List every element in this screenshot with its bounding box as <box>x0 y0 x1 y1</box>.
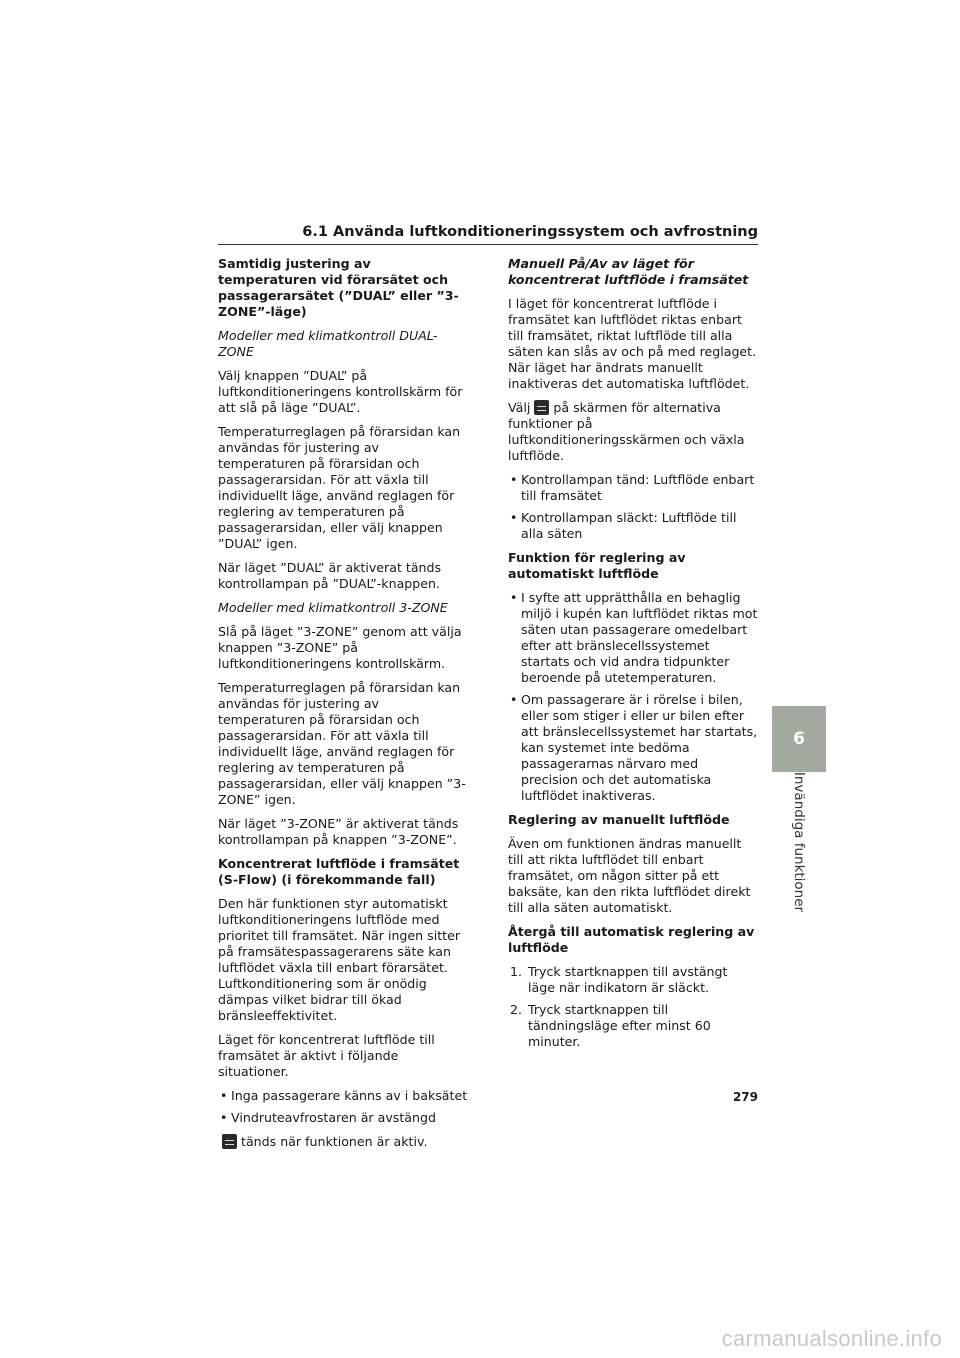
heading-auto-airflow: Funktion för reglering av automatiskt luftflöde <box>508 550 686 581</box>
bullet-list <box>508 472 758 542</box>
step-text: Tryck startknappen till avstängt läge när indikatorn är släckt. <box>528 964 728 995</box>
text: på skärmen för alternativa funktioner på luftkonditioneringsskärmen och växla luftflöde. <box>508 400 745 463</box>
paragraph-with-icon <box>508 400 758 464</box>
subheading-3-zone: Modeller med klimatkontroll 3-ZONE <box>218 600 448 615</box>
step-text: Tryck startknappen till tändningsläge efter minst 60 minuter. <box>528 1002 711 1049</box>
watermark: carmanualsonline.info <box>721 1326 942 1351</box>
right-column <box>508 256 758 1058</box>
list-item <box>508 964 758 996</box>
page-number: 279 <box>732 1090 758 1104</box>
s-flow-icon <box>222 1134 237 1149</box>
list-item: • Vindruteavfrostaren är avstängd <box>218 1110 470 1126</box>
paragraph: Temperaturreglagen på förarsidan kan användas för justering av temperaturen på förarsidan och passagerarsidan. För att växla till individuellt läge, använd reglagen för reglering av temperaturen på passagerarsidan, eller välj knappen ”3-ZONE” igen. <box>218 680 466 807</box>
list-item: • Inga passagerare känns av i baksätet <box>218 1088 470 1104</box>
paragraph: Välj knappen ”DUAL” på luftkonditioneringens kontrollskärm för att slå på läge ”DUAL”. <box>218 368 463 415</box>
step-number: 2. <box>510 1002 523 1017</box>
heading-manual-on-off: Manuell På/Av av läget för koncentrerat luftflöde i framsätet <box>508 256 749 287</box>
heading-dual-3zone: Samtidig justering av temperaturen vid förarsätet och passagerarsätet (”DUAL” eller ”3-ZONE”-läge) <box>218 256 459 319</box>
paragraph: När läget ”3-ZONE” är aktiverat tänds kontrollampan på knappen ”3-ZONE”. <box>218 816 459 847</box>
list-item: • Kontrollampan tänd: Luftflöde enbart till framsätet <box>508 472 758 504</box>
list-item: • I syfte att upprätthålla en behaglig miljö i kupén kan luftflödet riktas mot säten utan passagerare omedelbart efter att bränslecellssystemet startats och vid andra tidpunkter beroende på utetemperaturen. <box>508 590 758 686</box>
icon-note <box>218 1134 470 1150</box>
heading-return-auto: Återgå till automatisk reglering av luftflöde <box>508 924 755 955</box>
numbered-list <box>508 964 758 1050</box>
paragraph: Temperaturreglagen på förarsidan kan användas för justering av temperaturen på förarsidan och passagerarsidan. För att växla till individuellt läge, använd reglagen för reglering av temperaturen på passagerarsidan, eller välj knappen ”DUAL” igen. <box>218 424 461 551</box>
heading-s-flow: Koncentrerat luftflöde i framsätet (S-Flow) (i förekommande fall) <box>218 856 460 887</box>
section-header: 6.1 Använda luftkonditioneringssystem och avfrostning <box>302 224 758 240</box>
chapter-label: Invändiga funktioner <box>791 771 807 913</box>
bullet-list <box>218 1088 470 1126</box>
icon-note-text: tänds när funktionen är aktiv. <box>241 1134 428 1149</box>
paragraph: Den här funktionen styr automatiskt luftkonditioneringens luftflöde med prioritet till framsätet. När ingen sitter på framsätespassagerarens säte kan luftflödet växla till enbart förarsätet. Luftkonditionering som är onödig dämpas vilket bidrar till ökad bränsleeffektivitet. <box>218 896 461 1023</box>
text: Välj <box>508 400 531 415</box>
paragraph: I läget för koncentrerat luftflöde i framsätet kan luftflödet riktas enbart till framsätet, riktat luftflöde till alla säten kan slås av och på med reglaget. När läget har ändrats manuellt inaktiveras det automatiska luftflödet. <box>508 296 757 391</box>
paragraph: Slå på läget ”3-ZONE” genom att välja knappen ”3-ZONE” på luftkonditioneringens kontrollskärm. <box>218 624 462 671</box>
chapter-label-container <box>772 772 826 912</box>
list-item <box>508 1002 758 1050</box>
paragraph: När läget ”DUAL” är aktiverat tänds kontrollampan på ”DUAL”-knappen. <box>218 560 442 591</box>
subheading-dual-zone: Modeller med klimatkontroll DUAL-ZONE <box>218 328 438 359</box>
list-item: • Kontrollampan släckt: Luftflöde till alla säten <box>508 510 758 542</box>
left-column <box>218 256 470 1158</box>
bullet-list <box>508 590 758 804</box>
heading-manual-airflow: Reglering av manuellt luftflöde <box>508 812 730 827</box>
paragraph: Läget för koncentrerat luftflöde till framsätet är aktivt i följande situationer. <box>218 1032 435 1079</box>
chapter-number: 6 <box>793 729 805 749</box>
paragraph: Även om funktionen ändras manuellt till att rikta luftflödet till enbart framsätet, om någon sitter på ett baksäte, kan den rikta luftflödet direkt till alla säten automatiskt. <box>508 836 751 915</box>
s-flow-icon <box>534 400 549 415</box>
header-divider <box>218 244 758 245</box>
list-item: • Om passagerare är i rörelse i bilen, eller som stiger i eller ur bilen efter att bränslecellssystemet har startats, kan systemet inte bedöma passagerarnas närvaro med precision och det automatiska luftflödet inaktiveras. <box>508 692 758 804</box>
step-number: 1. <box>510 964 523 979</box>
chapter-tab <box>772 706 826 772</box>
